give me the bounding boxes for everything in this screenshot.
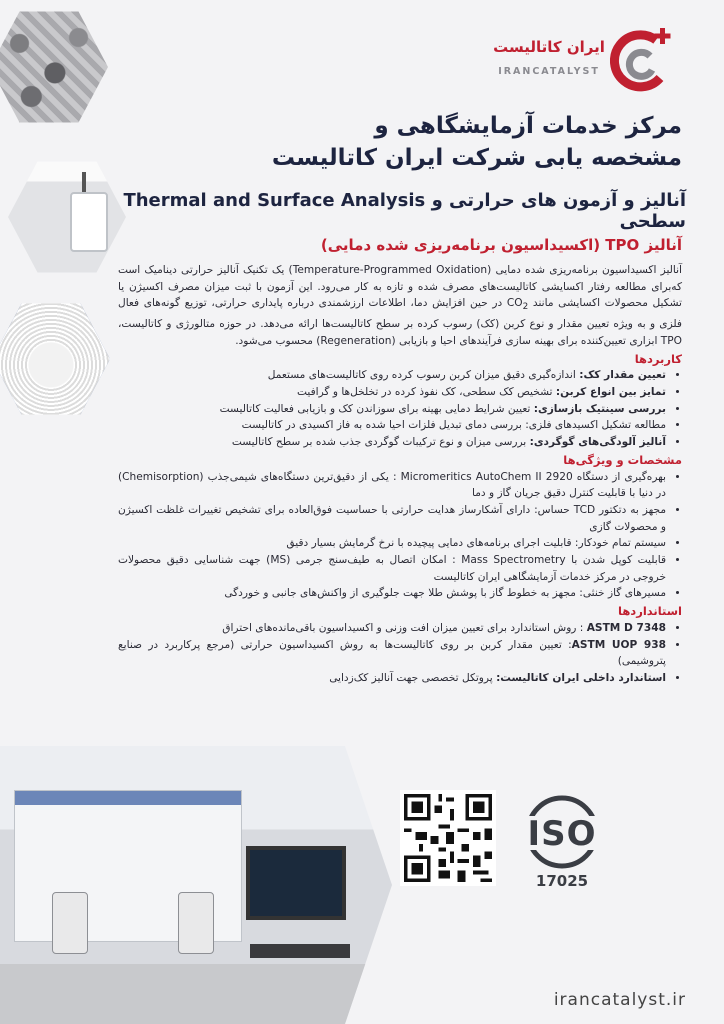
list-item: • استاندارد داخلی ایران کاتالیست: پروتکل تخصصی جهت آنالیز کک‌زدایی [118,670,666,687]
catalyst-pellets-photo [0,8,108,126]
list-item: • قابلیت کوپل شدن با Mass Spectrometry : امکان اتصال به طیف‌سنج جرمی (MS) جهت شناسایی دقیق محصولات خروجی در مرکز خدمات آزمایشگاهی ایران کاتالیست [118,552,666,585]
website-link[interactable]: irancatalyst.ir [553,990,686,1010]
list-item: • بررسی سینتیک بازسازی: تعیین شرایط دمایی بهینه برای سوزاندن کک و بازیابی فعالیت کاتالیست [118,401,666,418]
list-item: • آنالیز آلودگی‌های گوگردی: بررسی میزان و نوع ترکیبات گوگردی جذب شده بر سطح کاتالیست [118,434,666,451]
iso-number: 17025 [535,872,589,890]
title-line-2: مشخصه یابی شرکت ایران کاتالیست [271,145,682,171]
list-item: • ASTM UOP 938: تعیین مقدار کربن بر روی کاتالیست‌ها به روش اکسیداسیون حرارتی (مرجع پرکاربرد در صنایع پتروشیمی) [118,637,666,670]
page-title [122,110,682,174]
company-logo[interactable] [490,20,680,100]
section-title [106,190,686,232]
list-item: • مسیرهای گاز خنثی: مجهز به خطوط گاز با پوشش طلا جهت جلوگیری از واکنش‌های جانبی و خوردگی [118,585,666,602]
list-item: • تمایز بین انواع کربن: تشخیص کک سطحی، کک نفوذ کرده در تخلخل‌ها و گرافیت [118,384,666,401]
list-item: • مجهز به دتکتور TCD حساس: دارای آشکارساز هدایت حرارتی با حساسیت فوق‌العاده برای تشخیص تغییرات غلظت اکسیژن و محصولات گازی [118,502,666,535]
iso-17025-badge [514,792,610,892]
catalyst-sample-photo [0,300,110,418]
logo-name-fa: ایران کاتالیست [493,38,605,56]
qr-code[interactable] [400,790,496,886]
list-item: • ASTM D 7348 : روش استاندارد برای تعیین میزان افت وزنی و اکسیداسیون باقی‌مانده‌های احتراق [118,620,666,637]
features-heading: مشخصات و ویژگی‌ها [563,452,682,467]
section-title-en: Thermal and Surface Analysis [123,190,426,211]
list-item: • بهره‌گیری از دستگاه Micromeritics AutoChem II 2920 : یکی از دقیق‌ترین دستگاه‌های شیمی‌جذب (Chemisorption) در دنیا با قابلیت کنترل دقیق جریان گاز و دما [118,469,666,502]
tpo-heading: آنالیز TPO (اکسیداسیون برنامه‌ریزی شده دمایی) [320,236,682,254]
applications-heading: کاربردها [634,351,682,366]
title-line-1: مرکز خدمات آزمایشگاهی و [374,113,682,139]
content-body [118,262,682,687]
applications-list [118,367,682,451]
logo-mark-icon [610,26,674,92]
standards-heading: استانداردها [618,604,682,619]
features-list [118,469,682,603]
list-item: • مطالعه تشکیل اکسیدهای فلزی: بررسی دمای تبدیل فلزات احیا شده به فاز اکسیدی در کاتالیست [118,417,666,434]
intro-paragraph: آنالیز اکسیداسیون برنامه‌ریزی شده دمایی (Temperature-Programmed Oxidation) یک تکنیک آنالیز حرارتی دینامیک است که‌برای مطالعه رفتار اکسایشی کاتالیست‌های مصرف شده و تازه به کار می‌رود. این آزمون با ثبت میزان مصرف اکسیژن یا تشکیل محصولات اکسایشی مانند $CO_2$ در حین افزایش دما، اطلاعات ارزشمندی درباره پایداری حرارتی، توزیع گونه‌های فعال فلزی و به ویژه تعیین مقدار و نوع کربن (کک) رسوب کرده بر سطح کاتالیست‌ها ارائه می‌دهد. در حوزه متالورژی و کاتالیست، TPO ابزاری تعیین‌کننده برای بهینه سازی فرآیندهای احیا و بازیابی (Regeneration) محسوب می‌شود. [118,264,683,347]
logo-name-en: IRANCATALYST [498,66,600,77]
iso-label: ISO [527,814,597,854]
standards-list [118,620,682,687]
list-item: • سیستم تمام خودکار: قابلیت اجرای برنامه‌های دمایی پیچیده با نرخ گرمایش بسیار دقیق [118,535,666,552]
section-title-fa: آنالیز و آزمون های حرارتی و سطحی [431,190,686,232]
lab-equipment-photo [0,746,392,1024]
list-item: • تعیین مقدار کک: اندازه‌گیری دقیق میزان کربن رسوب کرده روی کاتالیست‌های مستعمل [118,367,666,384]
